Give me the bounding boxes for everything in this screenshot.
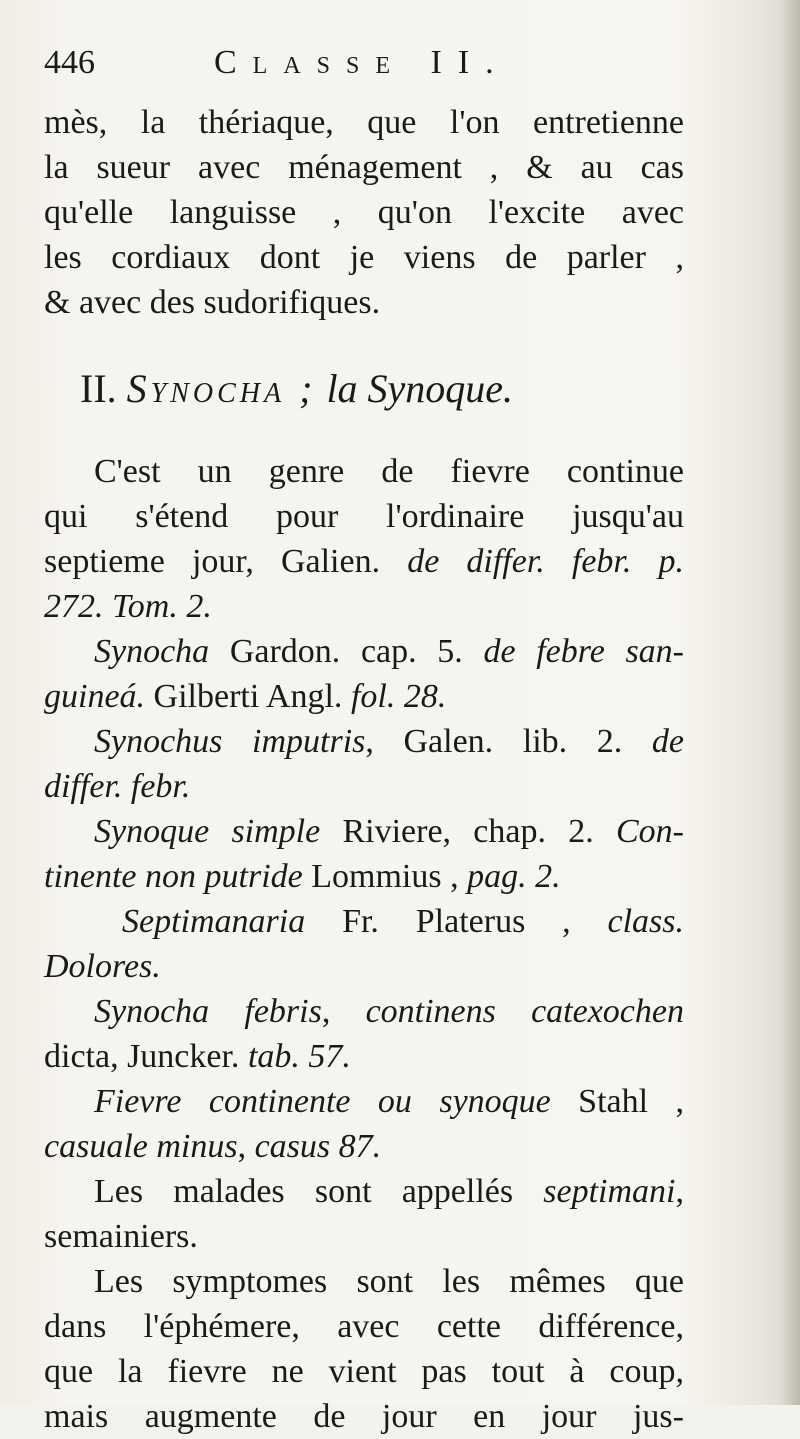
text-line: semainiers. xyxy=(44,1218,198,1255)
reference-line xyxy=(44,1079,684,1124)
citation-italic: Septimanaria xyxy=(122,903,306,940)
text-line: C'est un genre de fievre continue xyxy=(94,453,684,490)
text-line: & avec des sudorifiques. xyxy=(44,284,381,321)
text-run: Stahl , xyxy=(550,1083,684,1120)
text-run: dicta, Juncker. xyxy=(44,1038,248,1075)
citation-italic: septimani xyxy=(543,1173,676,1210)
text-line: dans l'éphémere, avec cette différence, xyxy=(44,1308,684,1345)
citation-italic: casus 87. xyxy=(254,1128,382,1165)
citation-italic: pag. 2. xyxy=(467,858,561,895)
text-line: qui s'étend pour l'ordinaire jusqu'au xyxy=(44,498,684,535)
text-run: septieme jour, Galien. xyxy=(44,543,408,580)
section-latin-name: Synocha ; xyxy=(126,366,317,411)
citation-italic: Synocha xyxy=(94,633,210,670)
citation-italic: de xyxy=(651,723,684,760)
text-run: Lommius , xyxy=(302,858,468,895)
citation-italic: de differ. febr. p. xyxy=(407,543,684,580)
text-run: Riviere, chap. 2. xyxy=(320,813,616,850)
reference-line xyxy=(44,1034,684,1079)
text-run: , xyxy=(321,993,366,1030)
citation-italic: Con- xyxy=(616,813,684,850)
class-title: Classe II. xyxy=(214,44,510,81)
text-run: , xyxy=(675,1173,684,1210)
citation-italic: class. xyxy=(607,903,684,940)
text-run: Fr. Platerus , xyxy=(305,903,608,940)
text-line: les cordiaux dont je viens de parler , xyxy=(44,239,684,276)
reference-line xyxy=(44,899,684,944)
page-text xyxy=(44,40,684,1439)
citation-italic: guineá. xyxy=(44,678,146,715)
citation-italic: Dolores. xyxy=(44,948,161,985)
citation-italic: differ. febr. xyxy=(44,768,191,805)
reference-line xyxy=(44,944,684,989)
text-run: , xyxy=(237,1128,255,1165)
text-line: mais augmente de jour en jour jus- xyxy=(44,1398,684,1435)
section-heading xyxy=(44,359,684,419)
text-run: Les malades sont appellés xyxy=(94,1173,544,1210)
citation-italic: tinente non putride xyxy=(44,858,303,895)
text-run: , Galen. lib. 2. xyxy=(365,723,652,760)
reference-line xyxy=(44,719,684,764)
citation-italic: Synocha febris xyxy=(94,993,322,1030)
page-number: 446 xyxy=(44,44,95,81)
citation-italic: Synochus imputris xyxy=(94,723,366,760)
citation-italic: de febre san- xyxy=(483,633,684,670)
citation-italic: Fievre continente ou synoque xyxy=(94,1083,551,1120)
reference-line xyxy=(44,764,684,809)
citation-italic: 272. Tom. 2. xyxy=(44,588,212,625)
text-run: Gilberti Angl. xyxy=(145,678,351,715)
text-line xyxy=(44,584,684,629)
text-line: Les symptomes sont les mêmes que xyxy=(94,1263,684,1300)
citation-italic: casuale minus xyxy=(44,1128,238,1165)
reference-line xyxy=(44,629,684,674)
page-gutter xyxy=(778,0,800,1405)
text-line xyxy=(44,539,684,584)
citation-italic: Synoque simple xyxy=(94,813,321,850)
text-line: mès, la thériaque, que l'on entretienne xyxy=(44,104,684,141)
citation-italic: tab. 57. xyxy=(247,1038,351,1075)
text-line: que la fievre ne vient pas tout à coup, xyxy=(44,1353,684,1390)
section-french-name: la Synoque. xyxy=(326,366,514,411)
section-number: II. xyxy=(80,366,117,411)
running-head xyxy=(44,40,684,100)
text-run: Gardon. cap. 5. xyxy=(209,633,484,670)
citation-italic: continens catexochen xyxy=(365,993,684,1030)
reference-line xyxy=(44,674,684,719)
text-line xyxy=(44,1169,684,1214)
citation-italic: fol. 28. xyxy=(350,678,447,715)
reference-line xyxy=(44,1124,684,1169)
reference-line xyxy=(44,809,684,854)
reference-line xyxy=(44,854,684,899)
reference-line xyxy=(44,989,684,1034)
text-line: qu'elle languisse , qu'on l'excite avec xyxy=(44,194,684,231)
text-line: la sueur avec ménagement , & au cas xyxy=(44,149,684,186)
